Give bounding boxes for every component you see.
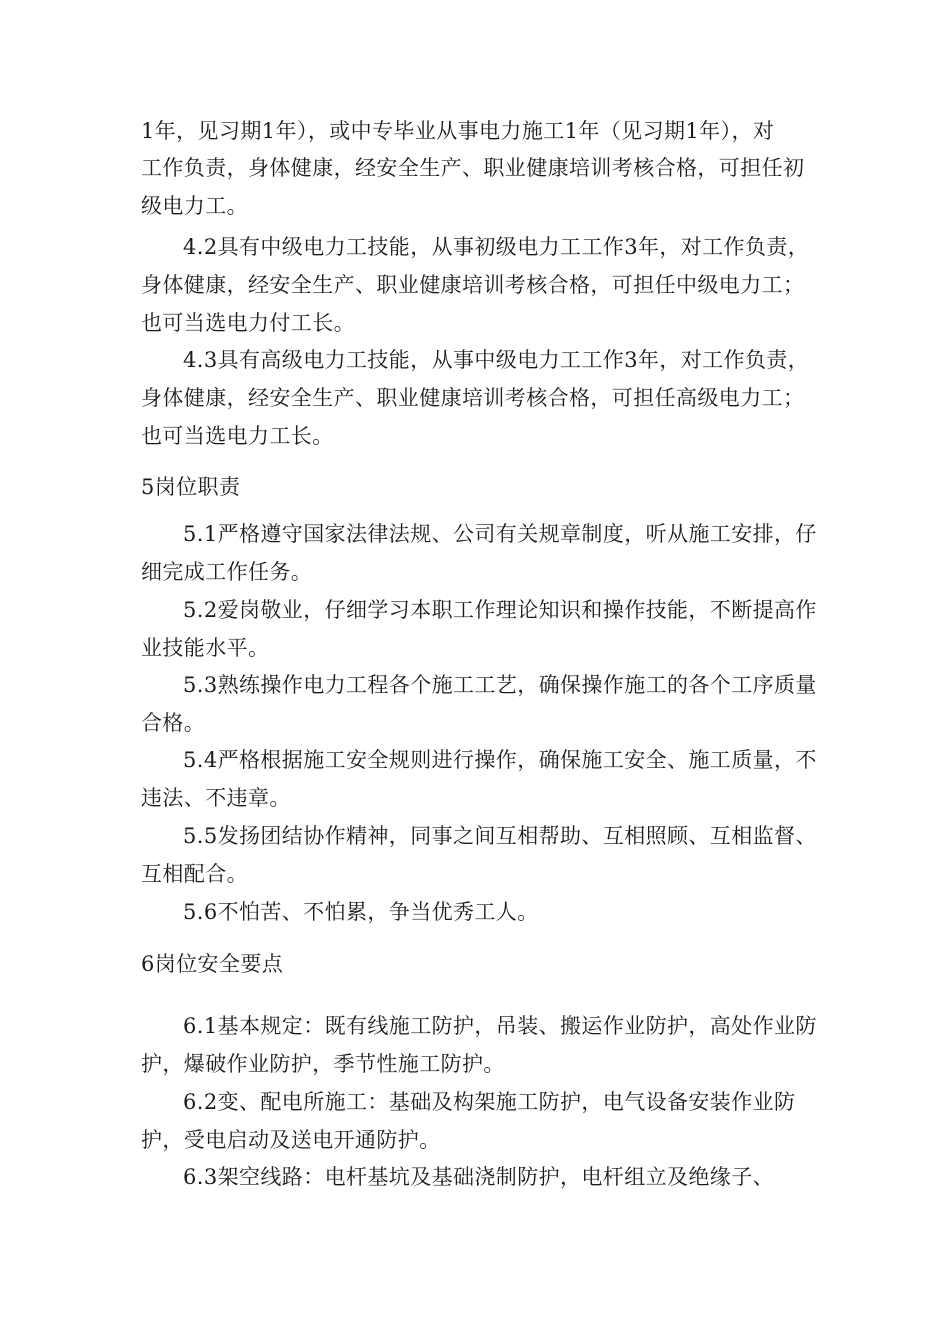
- paragraph-6-1-line-2: 护，爆破作业防护，季节性施工防护。: [141, 1052, 505, 1076]
- paragraph-6-3-line-1: 6.3架空线路：电杆基坑及基础浇制防护，电杆组立及绝缘子、: [183, 1165, 774, 1189]
- section-5-heading: 5岗位职责: [141, 475, 241, 499]
- paragraph-5-3-line-2: 合格。: [141, 711, 206, 735]
- paragraph-5-5-line-2: 互相配合。: [141, 862, 248, 886]
- paragraph-5-2-line-2: 业技能水平。: [141, 636, 270, 660]
- paragraph-5-5-line-1: 5.5发扬团结协作精神，同事之间互相帮助、互相照顾、互相监督、: [183, 824, 817, 848]
- paragraph-4-1-line-2: 工作负责，身体健康，经安全生产、职业健康培训考核合格，可担任初: [141, 156, 805, 180]
- paragraph-4-1-line-1: 1年，见习期1年），或中专毕业从事电力施工1年（见习期1年），对: [141, 119, 775, 143]
- paragraph-5-3-line-1: 5.3熟练操作电力工程各个施工工艺，确保操作施工的各个工序质量: [183, 673, 817, 697]
- paragraph-6-1-line-1: 6.1基本规定：既有线施工防护，吊装、搬运作业防护，高处作业防: [183, 1014, 817, 1038]
- paragraph-5-1-line-2: 细完成工作任务。: [141, 560, 313, 584]
- paragraph-5-6-line-1: 5.6不怕苦、不怕累，争当优秀工人。: [183, 900, 539, 924]
- paragraph-6-2-line-2: 护，受电启动及送电开通防护。: [141, 1128, 441, 1152]
- section-6-heading: 6岗位安全要点: [141, 952, 284, 976]
- paragraph-5-1-line-1: 5.1严格遵守国家法律法规、公司有关规章制度，听从施工安排，仔: [183, 522, 817, 546]
- paragraph-4-2-line-1: 4.2具有中级电力工技能，从事初级电力工工作3年，对工作负责，: [183, 235, 810, 259]
- paragraph-6-2-line-1: 6.2变、配电所施工：基础及构架施工防护，电气设备安装作业防: [183, 1090, 796, 1114]
- paragraph-5-2-line-1: 5.2爱岗敬业，仔细学习本职工作理论知识和操作技能，不断提高作: [183, 598, 817, 622]
- paragraph-4-1-line-3: 级电力工。: [141, 194, 248, 218]
- paragraph-4-3-line-2: 身体健康，经安全生产、职业健康培训考核合格，可担任高级电力工；: [141, 386, 805, 410]
- paragraph-4-3-line-3: 也可当选电力工长。: [141, 424, 334, 448]
- paragraph-5-4-line-1: 5.4严格根据施工安全规则进行操作，确保施工安全、施工质量，不: [183, 748, 817, 772]
- paragraph-4-3-line-1: 4.3具有高级电力工技能，从事中级电力工工作3年，对工作负责，: [183, 348, 810, 372]
- paragraph-5-4-line-2: 违法、不违章。: [141, 786, 291, 810]
- paragraph-4-2-line-3: 也可当选电力付工长。: [141, 311, 355, 335]
- paragraph-4-2-line-2: 身体健康，经安全生产、职业健康培训考核合格，可担任中级电力工；: [141, 273, 805, 297]
